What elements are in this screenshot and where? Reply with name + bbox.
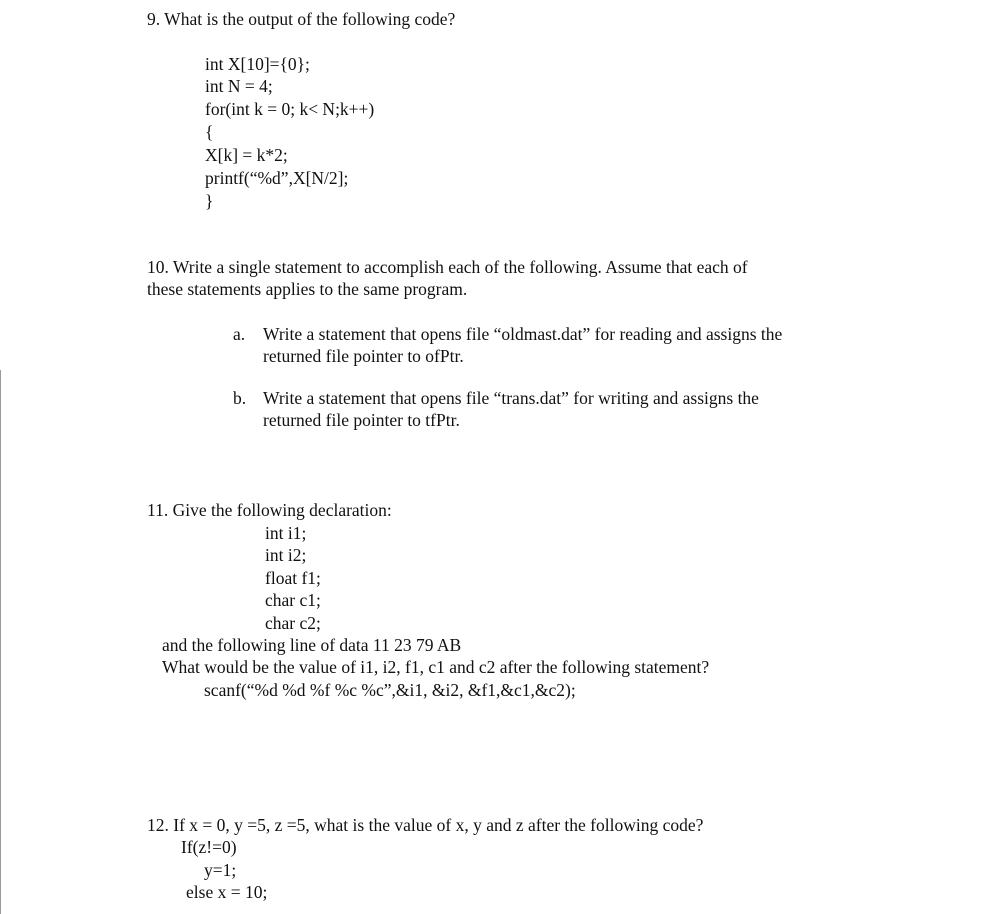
q11-declaration-4: char c1; [265,590,321,610]
q9-code-line-7: } [205,191,214,211]
q9-question: 9. What is the output of the following code? [147,9,456,29]
q12-code-line-2: y=1; [204,860,237,880]
q10-item-b-marker: b. [233,388,247,408]
q10-question-line-1: 10. Write a single statement to accomplish each of the following. Assume that each of [147,257,748,277]
q9-code-line-3: for(int k = 0; k< N;k++) [205,99,375,119]
q9-code-line-4: { [205,122,214,142]
q11-scanf-line: scanf(“%d %d %f %c %c”,&i1, &i2, &f1,&c1,&c2); [204,680,576,700]
q9-code-line-2: int N = 4; [205,76,273,96]
q12-code-line-3: else x = 10; [186,882,268,902]
q9-code-line-6: printf(“%d”,X[N/2]; [205,168,349,188]
q11-declaration-5: char c2; [265,613,321,633]
q11-declaration-2: int i2; [265,545,307,565]
q12-question: 12. If x = 0, y =5, z =5, what is the value of x, y and z after the following code? [147,815,704,835]
q9-code-line-1: int X[10]={0}; [205,54,310,74]
q11-declaration-3: float f1; [265,568,321,588]
q11-question: 11. Give the following declaration: [147,500,392,520]
q10-item-b-line-2: returned file pointer to tfPtr. [263,410,460,430]
q12-code-line-1: If(z!=0) [181,837,237,857]
q11-ask-line: What would be the value of i1, i2, f1, c1 and c2 after the following statement? [162,657,710,677]
q10-question-line-2: these statements applies to the same program. [147,279,468,299]
page-left-edge [0,370,1,914]
q11-data-line: and the following line of data 11 23 79 AB [162,635,462,655]
q9-code-line-5: X[k] = k*2; [205,145,288,165]
q10-item-a-line-1: Write a statement that opens file “oldmast.dat” for reading and assigns the [263,324,783,344]
q10-item-b-line-1: Write a statement that opens file “trans.dat” for writing and assigns the [263,388,759,408]
q10-item-a-marker: a. [233,324,246,344]
q11-declaration-1: int i1; [265,523,307,543]
q10-item-a-line-2: returned file pointer to ofPtr. [263,346,464,366]
